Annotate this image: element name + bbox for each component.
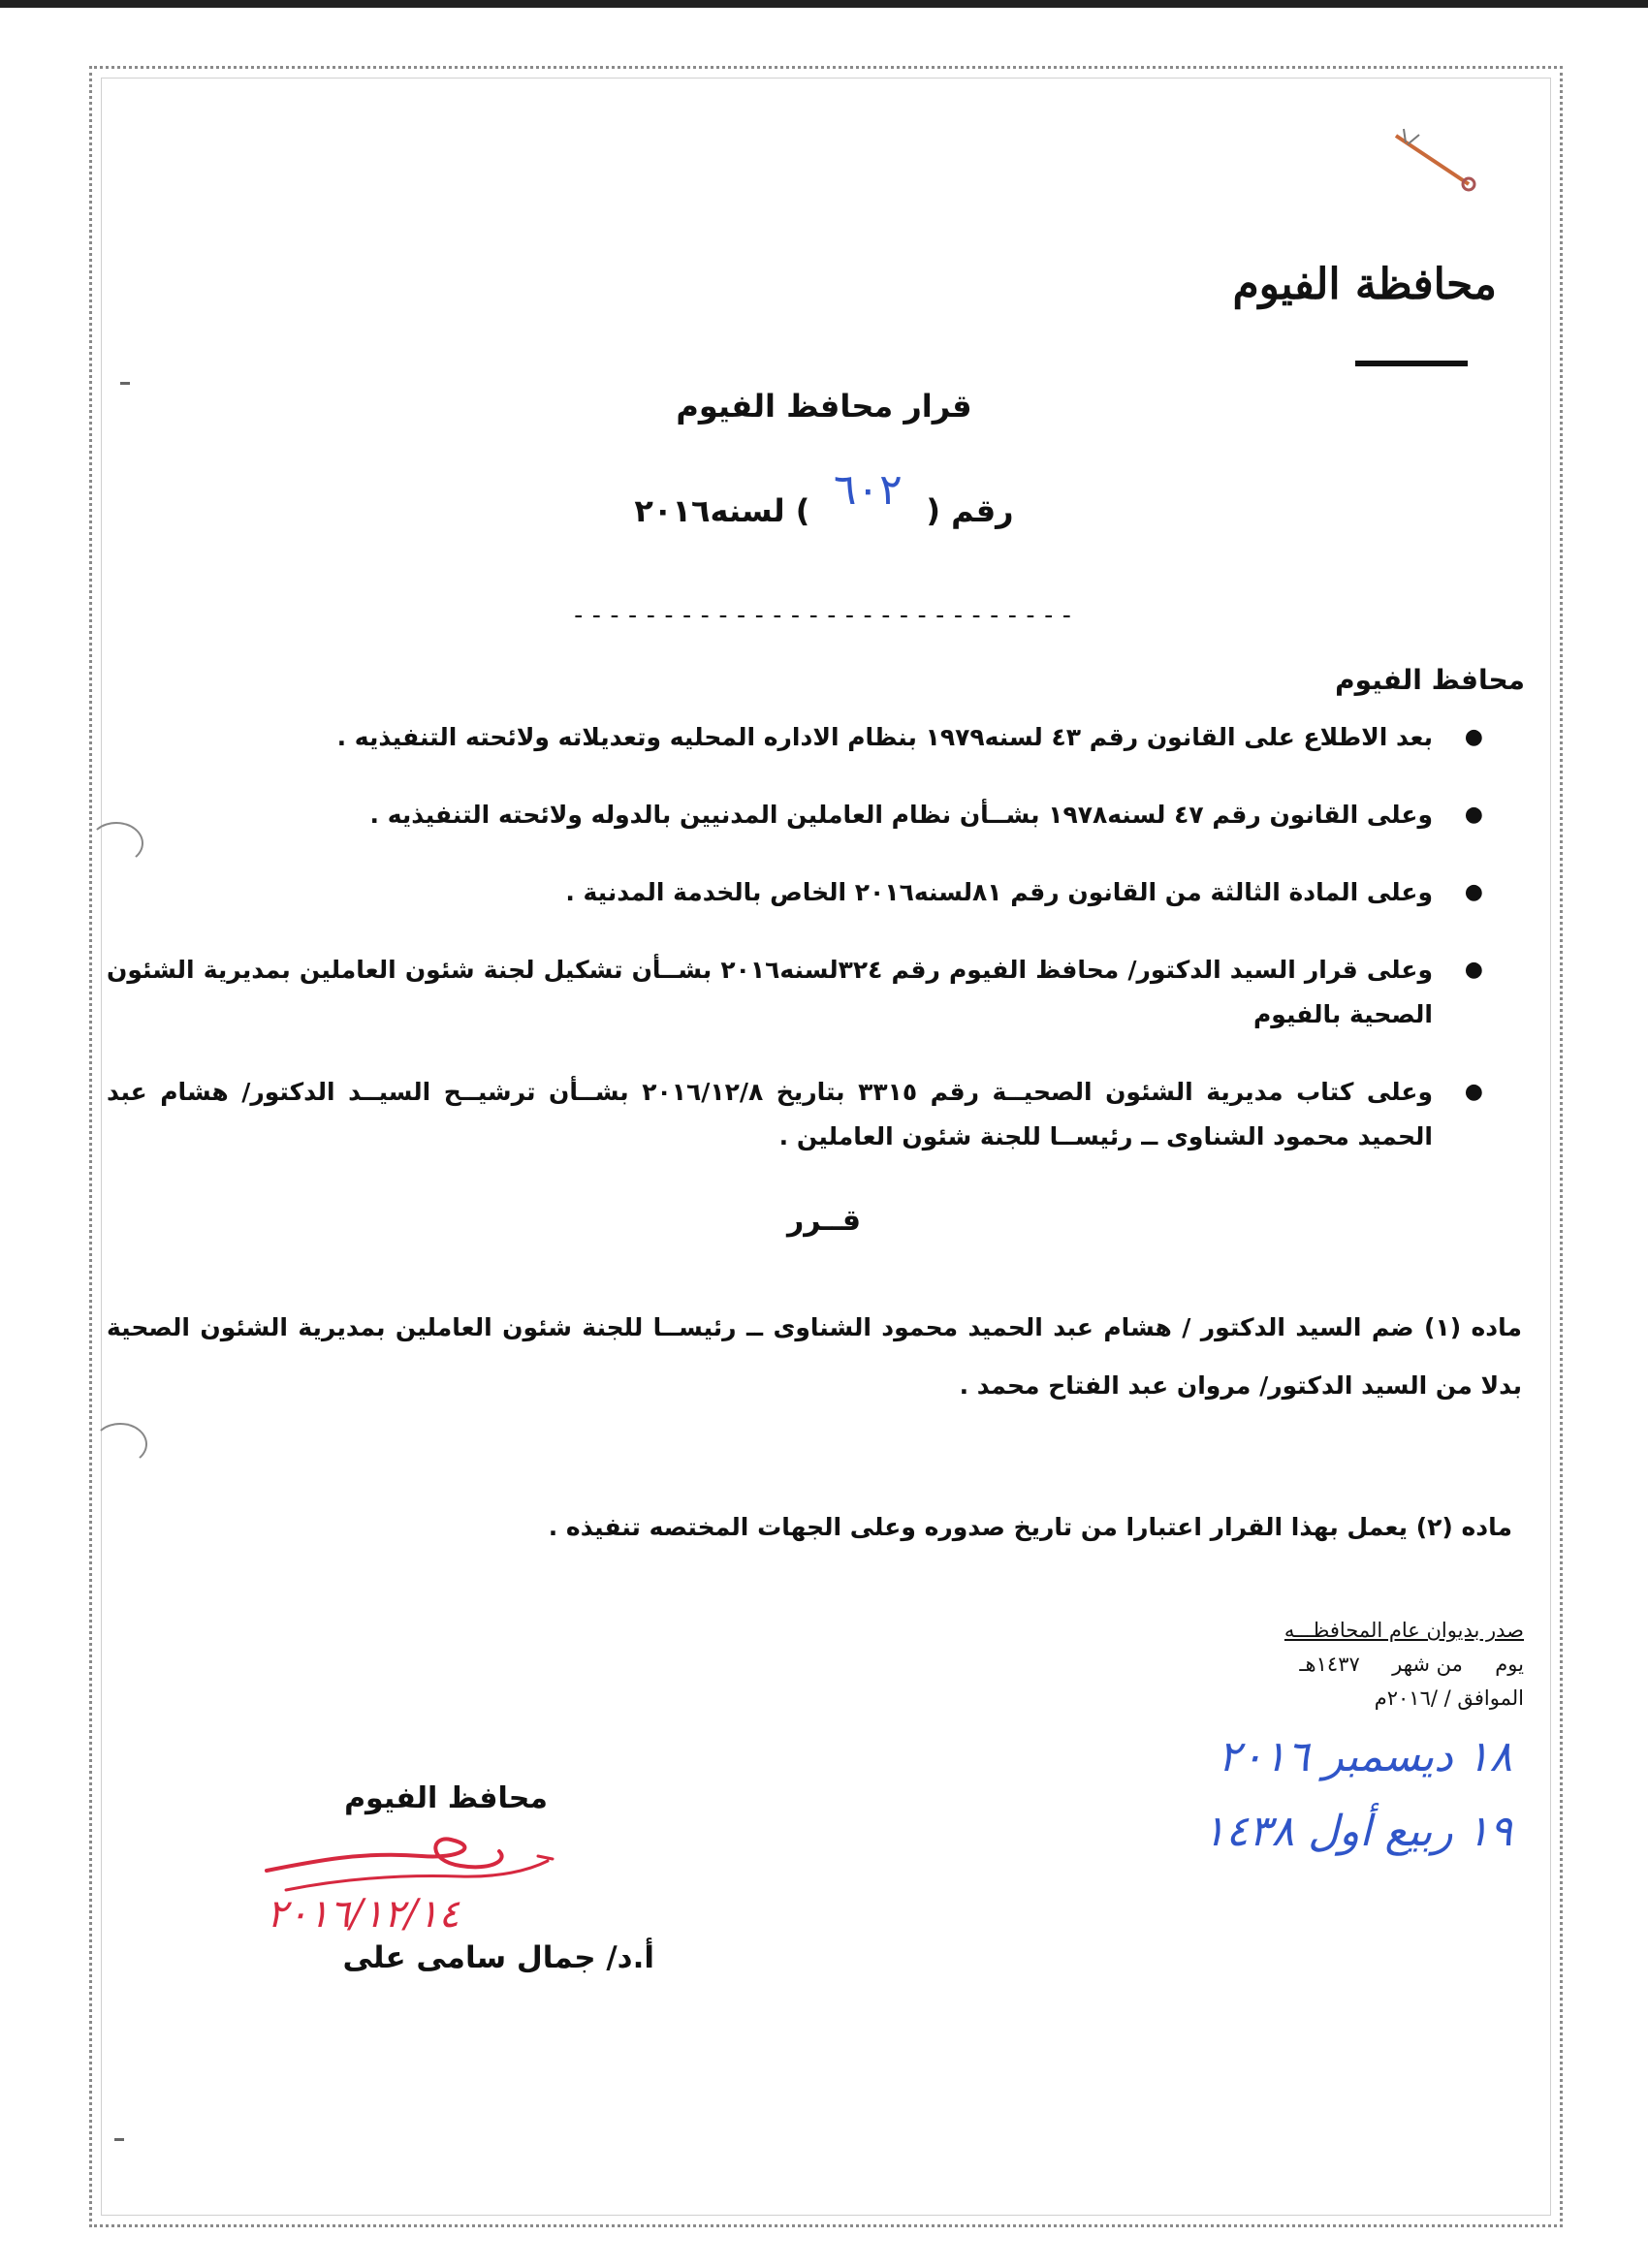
handwritten-number: ٦٠٢ xyxy=(833,465,903,515)
number-prefix: رقم ( xyxy=(926,492,1014,529)
issued-block xyxy=(1078,1614,1524,1716)
margin-mark xyxy=(114,2138,124,2141)
article-2-label: ماده (٢) xyxy=(1415,1513,1512,1541)
issued-line-3: الموافق / /٢٠١٦م xyxy=(1374,1686,1524,1710)
resolution-heading: قــرر xyxy=(786,1204,862,1238)
bullet-icon: ● xyxy=(1464,803,1483,827)
list-item xyxy=(107,1070,1483,1159)
list-item xyxy=(107,870,1483,915)
list-item-text: وعلى كتاب مديرية الشئون الصحيــة رقم ٣٣١٥ بتاريخ ٢٠١٦/١٢/٨ بشــأن ترشيــح السيــد الدكتور/ هشام عبد الحميد محمود الشناوى ــ رئيســا للجنة شئون العاملين . xyxy=(107,1078,1433,1150)
list-item-text: بعد الاطلاع على القانون رقم ٤٣ لسنه١٩٧٩ بنظام الاداره المحليه وتعديلاته ولائحته التنفيذيه . xyxy=(336,723,1433,751)
separator-line: ---------------------------- xyxy=(570,601,1078,630)
list-item-text: وعلى قرار السيد الدكتور/ محافظ الفيوم رقم ٣٢٤لسنه٢٠١٦ بشــأن تشكيل لجنة شئون العاملين بمديرية الشئون الصحية بالفيوم xyxy=(107,956,1433,1028)
issued-line-1: صدر بديوان عام المحافظـــه xyxy=(1284,1619,1524,1642)
bullet-icon: ● xyxy=(1464,725,1483,749)
number-suffix: ) لسنه٢٠١٦ xyxy=(634,492,810,529)
list-item-text: وعلى القانون رقم ٤٧ لسنه١٩٧٨ بشــأن نظام العاملين المدنيين بالدوله ولائحته التنفيذيه . xyxy=(369,801,1433,829)
bullet-icon: ● xyxy=(1464,880,1483,904)
decision-number xyxy=(0,465,1648,532)
handwritten-hijri-date: ١٩ ربيع أول ١٤٣٨ xyxy=(1202,1807,1512,1856)
signature-title: محافظ الفيوم xyxy=(344,1781,548,1815)
article-2 xyxy=(116,1504,1512,1551)
punch-hole xyxy=(93,1423,147,1465)
governor-name: أ.د/ جمال سامى على xyxy=(342,1940,654,1975)
issued-line-2: يوم من شهر ١٤٣٧هـ xyxy=(1299,1653,1524,1676)
preamble-list xyxy=(107,715,1483,1192)
list-item xyxy=(107,793,1483,837)
bullet-icon: ● xyxy=(1464,958,1483,982)
list-item xyxy=(107,948,1483,1037)
article-2-text: يعمل بهذا القرار اعتبارا من تاريخ صدوره وعلى الجهات المختصه تنفيذه . xyxy=(548,1513,1408,1541)
decision-title: قرار محافظ الفيوم xyxy=(676,388,972,425)
governorate-header: محافظة الفيوم xyxy=(1232,260,1497,309)
pin-icon xyxy=(1377,121,1493,199)
article-1 xyxy=(107,1299,1522,1415)
handwritten-gregorian-date: ١٨ ديسمبر ٢٠١٦ xyxy=(1218,1732,1512,1781)
list-item-text: وعلى المادة الثالثة من القانون رقم ٨١لسنه٢٠١٦ الخاص بالخدمة المدنية . xyxy=(565,878,1433,906)
list-item xyxy=(107,715,1483,760)
header-underline xyxy=(1355,361,1468,366)
signature-handwritten-date: ٢٠١٦/١٢/١٤ xyxy=(267,1892,460,1937)
bullet-icon: ● xyxy=(1464,1080,1483,1104)
scan-edge xyxy=(0,0,1648,8)
article-1-label: ماده (١) xyxy=(1424,1313,1522,1341)
margin-mark xyxy=(120,382,130,385)
article-1-text: ضم السيد الدكتور / هشام عبد الحميد محمود الشناوى ــ رئيســا للجنة شئون العاملين بمديرية الشئون الصحية بدلا من السيد الدكتور/ مروان عبد الفتاح محمد . xyxy=(107,1313,1522,1400)
preamble-heading: محافظ الفيوم xyxy=(1335,664,1525,696)
